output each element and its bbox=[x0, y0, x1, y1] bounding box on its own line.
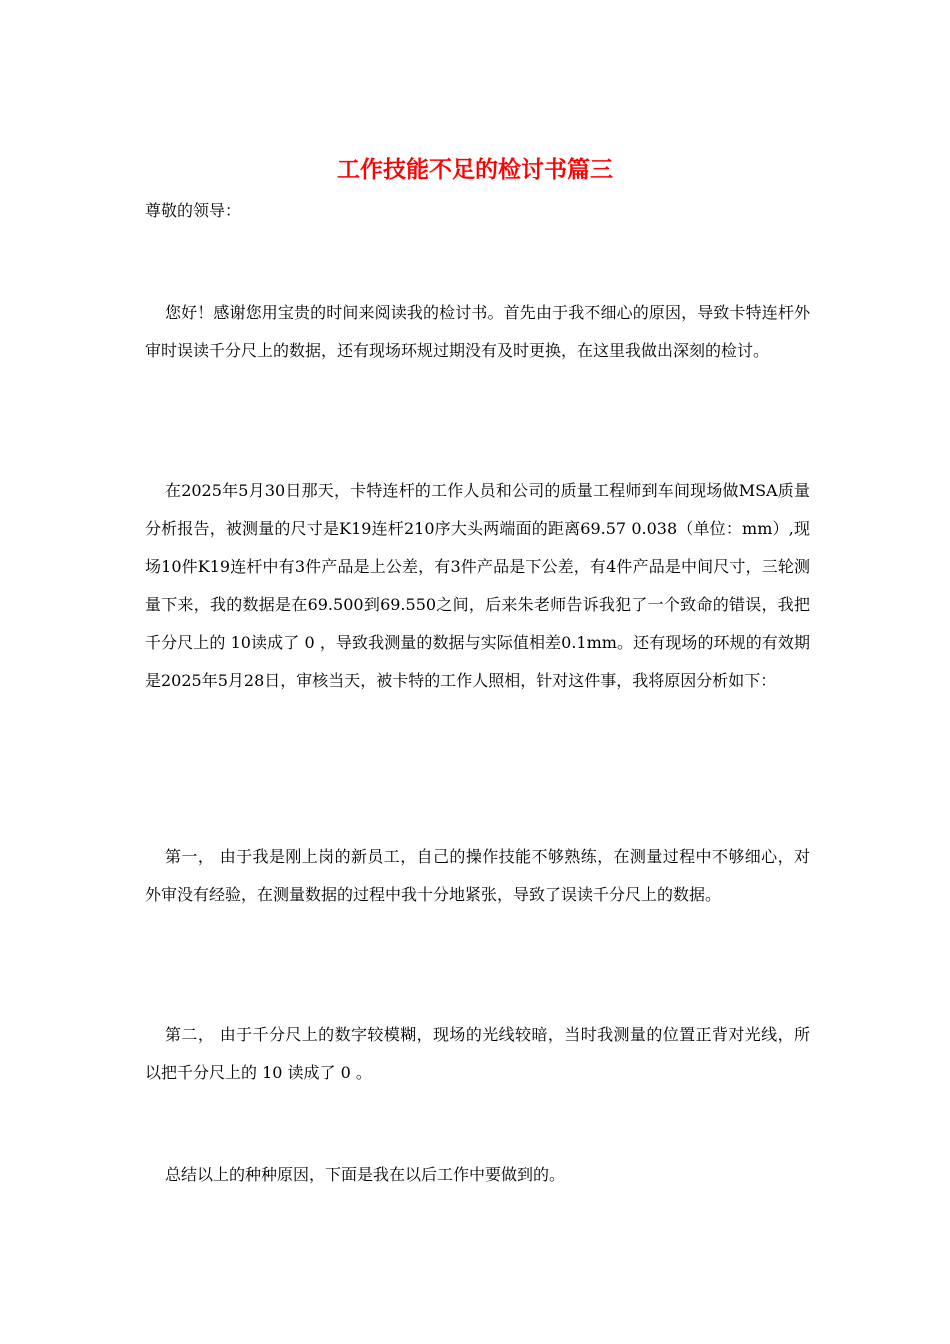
document-title: 工作技能不足的检讨书篇三 bbox=[337, 156, 613, 183]
paragraph-incident: 在2025年5月30日那天，卡特连杆的工作人员和公司的质量工程师到车间现场做MSA质量分析报告，被测量的尺寸是K19连杆210序大头两端面的距离69.57 0.038（单位：mm）,现场10件K19连杆中有3件产品是上公差，有3件产品是下公差，有4件产品是中间尺寸，三轮测量下来，我的数据是在69.500到69.550之间，后来朱老师告诉我犯了一个致命的错误，我把千分尺上的 10读成了 0 ，导致我测量的数据与实际值相差0.1mm。还有现场的环规的有效期是2025年5月28日，审核当天，被卡特的工作人照相，针对这件事，我将原因分析如下： bbox=[145, 481, 810, 690]
paragraph-greeting: 您好！感谢您用宝贵的时间来阅读我的检讨书。首先由于我不细心的原因，导致卡特连杆外审时误读千分尺上的数据，还有现场环规过期没有及时更换，在这里我做出深刻的检讨。 bbox=[145, 303, 810, 360]
paragraph-reason-two: 第二， 由于千分尺上的数字较模糊，现场的光线较暗，当时我测量的位置正背对光线，所以把千分尺上的 10 读成了 0 。 bbox=[145, 1025, 810, 1082]
paragraph-summary: 总结以上的种种原因，下面是我在以后工作中要做到的。 bbox=[165, 1165, 566, 1184]
salutation: 尊敬的领导： bbox=[145, 201, 242, 220]
paragraph-reason-one: 第一， 由于我是刚上岗的新员工，自己的操作技能不够熟练，在测量过程中不够细心，对外审没有经验，在测量数据的过程中我十分地紧张，导致了误读千分尺上的数据。 bbox=[145, 847, 810, 904]
